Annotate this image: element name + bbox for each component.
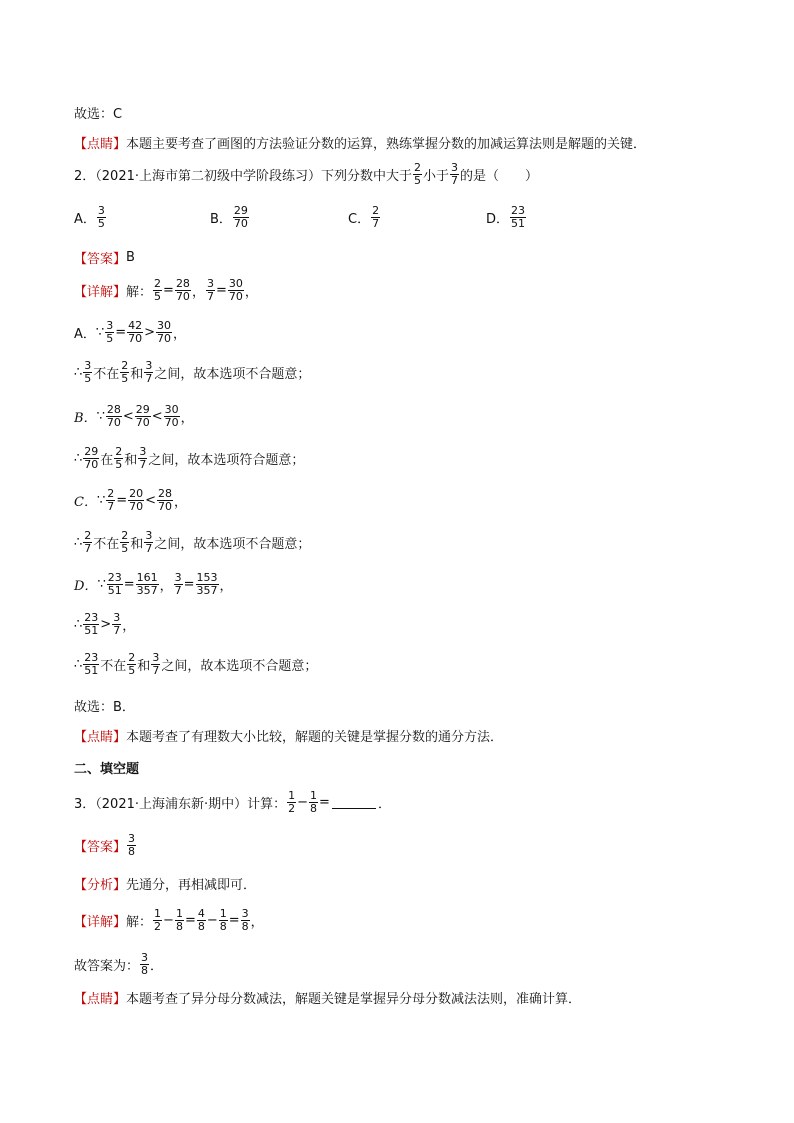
q2-detail-tag: 【详解】 [74,285,127,300]
q2-step-a: A． ∵ $\frac{3}{5}$ = $\frac{42}{70}$ > $\frac{30}{70}$ ， [74,319,187,345]
fraction: $\frac{29}{70}$ [84,445,99,471]
q2-step-d: D． ∵ $\frac{23}{51}$ = $\frac{161}{357}$ ， $\frac{3}{7}$ = $\frac{153}{357}$ ， [74,571,233,597]
q3-final-line: 故答案为： $\frac{3}{8}$ ． [74,951,164,977]
q3-stem: 3．（2021·上海浦东新·期中）计算： $\frac{1}{2}$ − $\frac{1}{8}$ = ． [74,789,391,815]
therefore-symbol: ∴ [74,535,83,550]
q3-stem-prefix: 3．（2021·上海浦东新·期中）计算： [74,797,287,812]
q2-conclusion-c: ∴ $\frac{2}{7}$ 不在 $\frac{2}{5}$ 和 $\frac{3}{7}$ 之间，故本选项不合题意； [74,529,311,555]
fraction: $\frac{2}{5}$ [128,651,136,677]
q2-choose-line [74,696,135,715]
fraction: $\frac{3}{8}$ [241,907,249,933]
fraction: $\frac{1}{8}$ [219,907,227,933]
option-fraction: $\frac{29}{70}$ [233,204,248,230]
fraction: $\frac{153}{357}$ [196,571,218,597]
fraction: $\frac{30}{70}$ [157,319,171,345]
fraction: $\frac{2}{7}$ [107,487,115,513]
fraction: $\frac{42}{70}$ [128,319,143,345]
q2-stem-mid: 小于 [423,169,450,184]
q2-option-d [486,205,527,230]
section-title: 二、填空题 [74,762,140,777]
option-fraction: $\frac{23}{51}$ [511,204,526,230]
fraction: $\frac{30}{70}$ [228,277,243,303]
fraction: $\frac{1}{8}$ [310,789,318,815]
q2-conclusion-d: ∴ $\frac{23}{51}$ 不在 $\frac{2}{5}$ 和 $\frac{3}{7}$ 之间，故本选项不合题意； [74,651,318,677]
fraction: $\frac{20}{70}$ [129,487,144,513]
fraction: $\frac{1}{2}$ [154,907,162,933]
fraction: $\frac{3}{7}$ [145,529,153,555]
q3-detail-intro: 解： [126,915,153,930]
fraction: $\frac{23}{51}$ [84,611,99,637]
q3-detail-line: 【详解】 解： $\frac{1}{2}$ − $\frac{1}{8}$ = $\frac{4}{8}$ − $\frac{1}{8}$ = $\frac{3}{8}$ ， [74,907,264,933]
fraction: $\frac{2}{5}$ [121,359,129,385]
q2-answer: B [126,250,135,265]
q2-compare-d: ∴ $\frac{23}{51}$ > $\frac{3}{7}$ ， [74,611,136,637]
q2-detail-intro: 解： [126,285,153,300]
therefore-symbol: ∴ [74,451,83,466]
q3-analysis-tag: 【分析】 [74,878,127,893]
fraction: $\frac{2}{7}$ [84,529,92,555]
fraction: $\frac{2}{5}$ [121,529,129,555]
answer-fraction: $\frac{3}{8}$ [128,832,136,858]
q2-choose: 故选：B． [74,700,135,715]
option-label: C． [348,212,371,227]
fraction: $\frac{3}{7}$ [174,571,182,597]
therefore-symbol: ∴ [74,365,83,380]
option-label: D． [486,212,510,227]
q1-choose-line [74,103,122,122]
fraction: $\frac{3}{7}$ [152,651,160,677]
fraction: $\frac{28}{70}$ [106,403,121,429]
answer-blank[interactable] [332,796,376,809]
q2-comment-tag: 【点睛】 [74,730,127,745]
q2-option-b [210,205,250,230]
fraction: $\frac{161}{357}$ [136,571,158,597]
because-symbol: ∵ [95,325,105,340]
option-fraction: $\frac{3}{5}$ [97,204,105,230]
option-label: A． [74,212,96,227]
q2-step-c: C． ∵ $\frac{2}{7}$ = $\frac{20}{70}$ < $\frac{28}{70}$ ， [74,487,188,513]
option-fraction: $\frac{2}{7}$ [372,204,380,230]
fraction: $\frac{3}{8}$ [141,951,149,977]
fraction: $\frac{3}{7}$ [451,161,459,187]
because-symbol: ∵ [96,409,105,424]
q2-option-c [348,205,381,230]
q2-conclusion-b: ∴ $\frac{29}{70}$ 在 $\frac{2}{5}$ 和 $\frac{3}{7}$ 之间，故本选项符合题意； [74,445,305,471]
q3-comment-tag: 【点睛】 [74,992,127,1007]
q3-answer-tag: 【答案】 [74,840,127,855]
fraction: $\frac{23}{51}$ [107,571,122,597]
q2-stem-suffix: 的是（ ） [460,169,539,184]
q3-comment: 本题考查了异分母分数减法，解题关键是掌握异分母分数减法法则，准确计算． [126,992,582,1007]
step-label: B． [74,411,97,426]
q3-detail-tag: 【详解】 [74,915,127,930]
q1-comment-line [74,133,646,152]
therefore-symbol: ∴ [74,617,83,632]
fraction: $\frac{3}{7}$ [145,359,153,385]
q3-comment-line [74,988,581,1007]
fraction: $\frac{3}{7}$ [206,277,214,303]
q3-final-prefix: 故答案为： [74,959,140,974]
q2-stem-prefix: 2．（2021·上海市第二初级中学阶段练习）下列分数中大于 [74,169,412,184]
because-symbol: ∵ [96,493,106,508]
fraction: $\frac{3}{5}$ [106,319,114,345]
fraction: $\frac{4}{8}$ [197,907,205,933]
q2-stem [74,162,538,187]
fraction: $\frac{2}{5}$ [115,445,123,471]
option-label: B． [210,212,232,227]
fraction: $\frac{2}{5}$ [414,161,421,187]
fraction: $\frac{28}{70}$ [158,487,173,513]
q2-comment-line [74,726,503,745]
q2-answer-line [74,248,135,267]
therefore-symbol: ∴ [74,657,83,672]
q1-comment: 本题主要考查了画图的方法验证分数的运算，熟练掌握分数的加减运算法则是解题的关键． [126,137,647,152]
q1-comment-tag: 【点睛】 [74,137,127,152]
q2-comment: 本题考查了有理数大小比较，解题的关键是掌握分数的通分方法． [126,730,504,745]
fraction: $\frac{30}{70}$ [164,403,179,429]
fraction: $\frac{29}{70}$ [135,403,150,429]
fraction: $\frac{28}{70}$ [175,277,190,303]
fraction: $\frac{1}{2}$ [288,789,296,815]
fraction: $\frac{23}{51}$ [84,651,99,677]
q2-step-b: B． ∵ $\frac{28}{70}$ < $\frac{29}{70}$ < $\frac{30}{70}$ ， [74,403,194,429]
section-heading [74,758,139,777]
q3-answer-line [74,833,137,858]
q2-detail-line: 【详解】 解： $\frac{2}{5}$ = $\frac{28}{70}$ ， $\frac{3}{7}$ = $\frac{30}{70}$ ， [74,277,258,303]
fraction: $\frac{3}{5}$ [84,359,92,385]
q2-conclusion-a: ∴ $\frac{3}{5}$ 不在 $\frac{2}{5}$ 和 $\frac{3}{7}$ 之间，故本选项不合题意； [74,359,311,385]
fraction: $\frac{3}{7}$ [139,445,147,471]
fraction: $\frac{2}{5}$ [154,277,162,303]
step-label: D． [74,579,98,594]
q3-analysis-line [74,874,256,893]
step-label: C． [74,495,97,510]
step-label: A． [74,327,96,342]
fraction: $\frac{1}{8}$ [175,907,183,933]
q1-choose: 故选：C [74,107,123,122]
fraction: $\frac{3}{7}$ [113,611,121,637]
q2-option-a [74,205,107,230]
q3-analysis: 先通分，再相减即可． [126,878,257,893]
because-symbol: ∵ [97,577,106,592]
q2-answer-tag: 【答案】 [74,252,127,267]
